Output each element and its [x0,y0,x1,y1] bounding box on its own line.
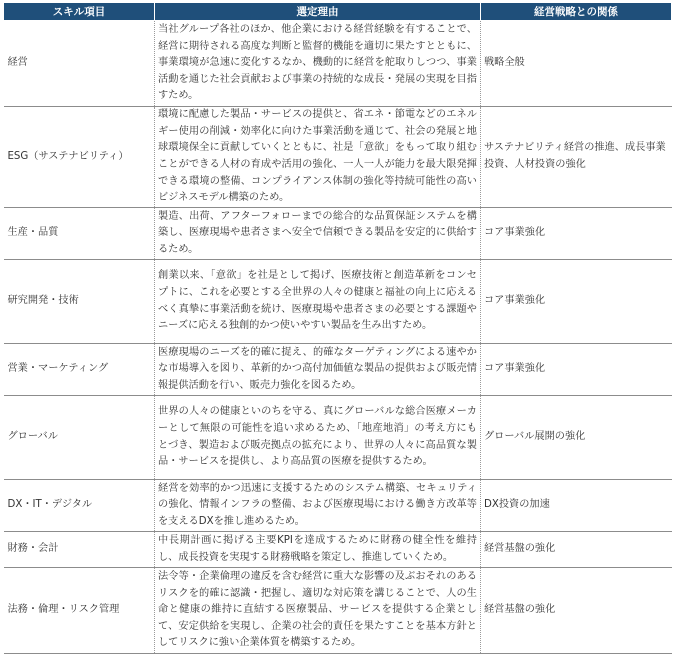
reason-cell: 当社グループ各社のほか、他企業における経営経験を有することで、経営に期待される高度な判断と監督的機能を適切に果たすとともに、事業環境が急速に変化するなか、機動的に経営を舵取りしつつ、事業活動を通じた社会貢献および事業の持続的な成長・発展の実現を目指すため。 [155,21,481,107]
header-reason: 選定理由 [155,3,481,21]
header-skill: スキル項目 [4,3,155,21]
reason-cell: 世界の人々の健康といのちを守る、真にグローバルな総合医療メーカーとして無限の可能性を追い求めるため、「地産地消」の考え方にもとづき、製造および販売拠点の拡充により、世界の人々に高品質な製品・サービスを提供し、より高品質の医療を提供するため。 [155,396,481,480]
table-row [4,568,672,654]
skills-table [3,3,672,654]
reason-cell: 創業以来、「意欲」を社是として掲げ、医療技術と創造革新をコンセプトに、これを必要とする全世界の人々の健康と福祉の向上に応えるべく真摯に事業活動を続け、医療現場や患者さまの必要とする課題やニーズに応える独創的かつ使いやすい製品を生み出すため。 [155,260,481,344]
table-row [4,208,672,260]
table-row [4,21,672,107]
reason-cell: 経営を効率的かつ迅速に支援するためのシステム構築、セキュリティの強化、情報インフラの整備、および医療現場における働き方改革等を支えるDXを推し進めるため。 [155,480,481,532]
reason-cell: 環境に配慮した製品・サービスの提供と、省エネ・節電などのエネルギー使用の削減・効率化に向けた事業活動を通じて、社会の発展と地球環境保全に貢献していくとともに、社是「意欲」をもって取り組むことができる人材の育成や活用の強化、一人一人が能力を最大限発揮できる環境の整備、コンプライアンス体制の強化等持続可能性の高いビジネスモデル構築のため。 [155,107,481,208]
reason-cell: 中長期計画に掲げる主要KPIを達成するために財務の健全性を維持し、成長投資を実現する財務戦略を策定し、推進していくため。 [155,532,481,568]
table-row [4,532,672,568]
table-row [4,107,672,208]
relation-cell: DX投資の加速 [481,480,672,532]
skill-cell: DX・IT・デジタル [4,480,155,532]
skill-cell: 法務・倫理・リスク管理 [4,568,155,654]
relation-cell: コア事業強化 [481,208,672,260]
relation-cell: サステナビリティ経営の推進、成長事業投資、人材投資の強化 [481,107,672,208]
relation-cell: 戦略全般 [481,21,672,107]
reason-cell: 製造、出荷、アフターフォローまでの総合的な品質保証システムを構築し、医療現場や患者さまへ安全で信頼できる製品を安定的に供給するため。 [155,208,481,260]
skill-cell: 営業・マーケティング [4,344,155,396]
skill-cell: グローバル [4,396,155,480]
skill-cell: 財務・会計 [4,532,155,568]
reason-cell: 法令等・企業倫理の違反を含む経営に重大な影響の及ぶおそれのあるリスクを的確に認識・把握し、適切な対応策を講じることで、人の生命と健康の維持に直結する医療製品、サービスを提供する企業として、安定供給を実現し、企業の社会的責任を果たすことを基本方針としてリスクに強い企業体質を構築するため。 [155,568,481,654]
table-row [4,260,672,344]
relation-cell: 経営基盤の強化 [481,532,672,568]
table-body [4,21,672,654]
skill-cell: 生産・品質 [4,208,155,260]
skill-cell: 研究開発・技術 [4,260,155,344]
skill-cell: ESG（サステナビリティ） [4,107,155,208]
header-row [4,3,672,21]
table-row [4,480,672,532]
table-row [4,344,672,396]
table-header [4,3,672,21]
header-relation: 経営戦略との関係 [481,3,672,21]
skill-cell: 経営 [4,21,155,107]
relation-cell: グローバル展開の強化 [481,396,672,480]
reason-cell: 医療現場のニーズを的確に捉え、的確なターゲティングによる速やかな市場導入を図り、革新的かつ高付加価値な製品の提供および販売情報提供活動を行い、販売力強化を図るため。 [155,344,481,396]
relation-cell: コア事業強化 [481,344,672,396]
relation-cell: 経営基盤の強化 [481,568,672,654]
table-row [4,396,672,480]
relation-cell: コア事業強化 [481,260,672,344]
